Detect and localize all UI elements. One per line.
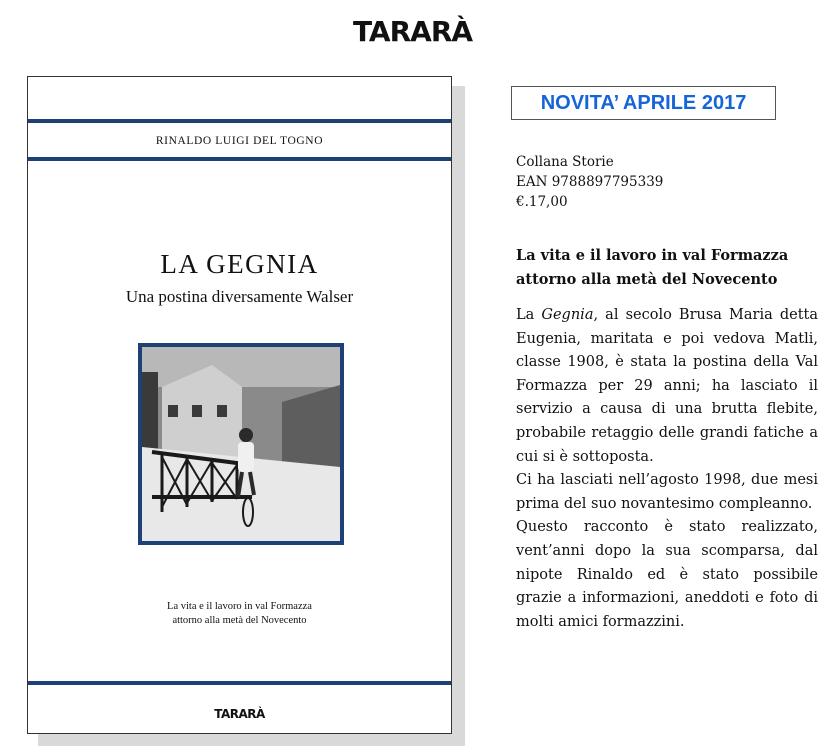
description-body [516, 304, 818, 634]
ean-code: EAN 9788897795339 [516, 174, 664, 190]
cover-top-bar [28, 119, 451, 123]
new-release-badge: NOVITA’ APRILE 2017 [511, 86, 776, 120]
headline-line2: attorno alla metà del Novecento [516, 271, 778, 288]
cover-tagline-line1: La vita e il lavoro in val Formazza [167, 601, 312, 612]
description-paragraph-3: Questo racconto è stato realizzato, vent’anni dopo la sua scomparsa, dal nipote Rinaldo ed è stato possibile grazie a informazioni, aneddoti e foto di molti amici formazzini. [516, 519, 818, 630]
cover-tagline-line2: attorno alla metà del Novecento [172, 615, 307, 626]
headline-line1: La vita e il lavoro in val Formazza [516, 247, 789, 264]
cover-title: LA GEGNIA [160, 249, 319, 279]
p1-prefix: La [516, 307, 542, 323]
book-cover [27, 76, 452, 734]
cover-author: RINALDO LUIGI DEL TOGNO [155, 135, 324, 147]
price: €.17,00 [516, 194, 568, 210]
series-label: Collana Storie [516, 154, 614, 170]
cover-divider-bar [28, 157, 451, 161]
cover-photo [138, 343, 344, 545]
cover-publisher-logo: TARARÀ [214, 707, 265, 721]
description-paragraph-2: Ci ha lasciati nell’agosto 1998, due mesi prima del suo novantesimo compleanno. [516, 472, 818, 512]
description-headline [516, 244, 821, 292]
description-paragraph-1 [516, 304, 818, 469]
publisher-logo: TARARÀ [353, 15, 473, 48]
p1-rest: , al secolo Brusa Maria detta Eugenia, maritata e poi vedova Matli, classe 1908, è stata la postina della Val Formazza per 29 anni; ha lasciato il servizio a causa di una brutta flebite, probabile retaggio delle grandi fatiche a cui si è sottoposta. [516, 307, 818, 465]
cover-bottom-bar [28, 681, 451, 685]
cover-tagline [28, 600, 451, 628]
cover-photo-image [142, 347, 340, 541]
p1-emphasis: Gegnia [541, 307, 594, 323]
cover-subtitle: Una postina diversamente Walser [125, 287, 354, 306]
book-details [516, 152, 663, 212]
